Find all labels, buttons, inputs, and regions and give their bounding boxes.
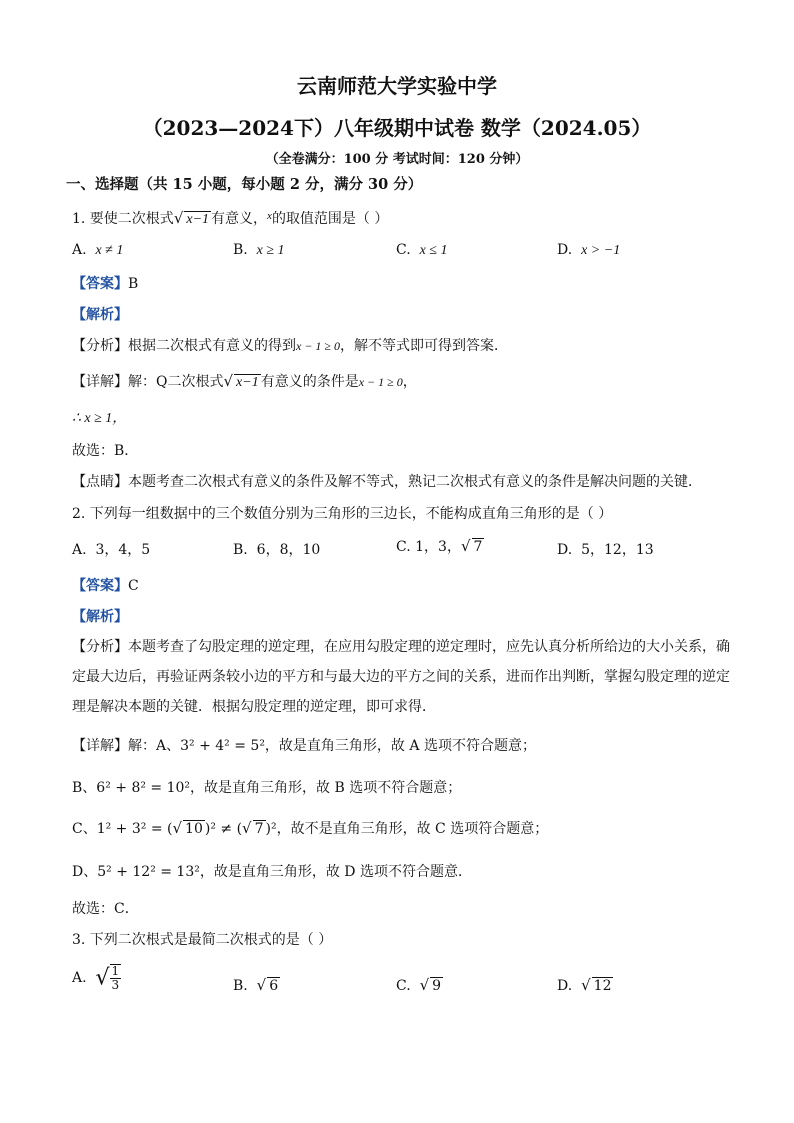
- q1-therefore: ∴ x ≥ 1，: [72, 411, 127, 426]
- xiangjie-radicand: x−1: [236, 375, 259, 390]
- q2-xiangjie-c: [72, 818, 548, 838]
- q2-option-a: [72, 539, 150, 559]
- line-c-radicand-2: 7: [254, 821, 264, 837]
- sqrt-sign: √: [172, 819, 183, 837]
- q3-option-c: [396, 976, 443, 994]
- option-expr: 3，4，5: [95, 542, 151, 558]
- option-label: D.: [557, 242, 573, 258]
- xiangjie-line-a: 解：A、3² + 4² = 5²，故是直角三角形，故 A 选项不符合题意；: [128, 738, 536, 754]
- option-label: B.: [233, 978, 248, 994]
- q1-dianjing: [72, 471, 702, 491]
- option-expr: 1，3，: [415, 539, 461, 555]
- option-label: C.: [396, 242, 411, 258]
- fraction-denominator: 3: [111, 978, 120, 992]
- option-expr: x ≤ 1: [419, 243, 448, 258]
- q1-radicand: x−1: [186, 212, 210, 227]
- q1-stem-a: 1. 要使二次根式: [72, 211, 174, 227]
- q2-stem: 2. 下列每一组数据中的三个数值分别为三角形的三边长，不能构成直角三角形的是（ ）: [72, 506, 613, 522]
- sqrt-sign: √: [242, 819, 252, 837]
- xiangjie-text-c: ，: [402, 374, 417, 390]
- q3-stem: 3. 下列二次根式是最简二次根式的是（ ）: [72, 932, 333, 948]
- xiangjie-tag: 【详解】: [72, 374, 128, 390]
- option-expr: x ≥ 1: [256, 243, 285, 258]
- q2-analysis-tag: [72, 606, 128, 626]
- q3-option-a: [72, 964, 121, 992]
- xiangjie-expr: x − 1 ≥ 0: [358, 375, 403, 389]
- dianjing-text: 本题考查二次根式有意义的条件及解不等式，熟记二次根式有意义的条件是解决问题的关键．: [128, 474, 702, 490]
- q1-stem-c: 的取值范围是（ ）: [271, 211, 389, 227]
- q1-option-a: [72, 242, 123, 259]
- school-title: 云南师范大学实验中学: [297, 74, 497, 98]
- option-label: A.: [72, 242, 87, 258]
- q2-xiangjie-d: D、5² + 12² = 13²，故是直角三角形，故 D 选项不符合题意．: [72, 864, 472, 880]
- fenxi-expr: x − 1 ≥ 0: [296, 339, 341, 353]
- sqrt-sign: √: [460, 537, 471, 555]
- exam-info: （全卷满分：100 分 考试时间：120 分钟）: [265, 152, 529, 167]
- sqrt-sign: √: [95, 965, 110, 991]
- option-radicand: 7: [473, 539, 483, 555]
- q2-option-b: [233, 539, 320, 559]
- sqrt-sign: √: [173, 209, 184, 227]
- fenxi-tag: 【分析】: [72, 639, 128, 655]
- line-c-a: C、1² + 3² = (: [72, 821, 173, 837]
- q2-choose: 故选：C．: [72, 901, 139, 917]
- line-c-b: )² ≠ (: [204, 821, 243, 837]
- sqrt-sign: √: [419, 976, 430, 994]
- line-c-radicand-1: 10: [185, 821, 203, 837]
- q2-fenxi: [72, 632, 732, 722]
- q1-option-c: [396, 242, 447, 259]
- line-c-c: )²，故不是直角三角形，故 C 选项符合题意；: [265, 821, 549, 837]
- option-label: C.: [396, 539, 411, 555]
- option-fraction: [110, 964, 122, 992]
- q1-xiangjie: [72, 371, 417, 391]
- dianjing-tag: 【点睛】: [72, 474, 128, 490]
- q1-stem-b: 有意义，: [211, 211, 268, 227]
- option-expr: 6，8，10: [256, 542, 321, 558]
- exam-title: （2023—2024下）八年级期中试卷 数学（2024.05）: [142, 116, 652, 140]
- option-expr: x > −1: [581, 243, 621, 258]
- q3-option-b: [233, 976, 280, 994]
- q1-stem-x: x: [267, 210, 272, 222]
- answer-tag: 【答案】: [72, 578, 128, 594]
- section-title: 一、选择题（共 15 小题，每小题 2 分，满分 30 分）: [66, 176, 423, 193]
- fenxi-text: 本题考查了勾股定理的逆定理，在应用勾股定理的逆定理时，应先认真分析所给边的大小关系，确定最大边后，再验证两条较小边的平方和与最大边的平方之间的关系，进而作出判断，掌握勾股定理的逆定理是解决本题的关键．根据勾股定理的逆定理，即可求得．: [72, 639, 730, 715]
- option-label: C.: [396, 978, 411, 994]
- option-radicand: 6: [269, 978, 279, 994]
- fenxi-tag: 【分析】: [72, 338, 128, 354]
- option-radicand: 9: [432, 978, 442, 994]
- option-expr: 5，12，13: [581, 542, 654, 558]
- answer-value: C: [128, 578, 139, 594]
- option-label: D.: [557, 542, 573, 558]
- q1-analysis-tag: [72, 304, 128, 324]
- option-label: A.: [72, 970, 87, 986]
- q1-fenxi: [72, 335, 508, 355]
- xiangjie-text: 解：Q二次根式: [128, 374, 224, 390]
- fenxi-text-end: ，解不等式即可得到答案．: [340, 338, 509, 354]
- q2-option-c: [396, 536, 484, 556]
- q2-option-d: [557, 539, 654, 559]
- option-radicand: 12: [593, 978, 612, 994]
- answer-tag: 【答案】: [72, 276, 128, 292]
- xiangjie-tag: 【详解】: [72, 738, 128, 754]
- sqrt-sign: √: [581, 976, 591, 994]
- q3-option-d: [557, 976, 613, 994]
- q1-option-d: [557, 242, 620, 259]
- q2-xiangjie-b: B、6² + 8² = 10²，故是直角三角形，故 B 选项不符合题意；: [72, 780, 462, 796]
- xiangjie-text-b: 有意义的条件是: [260, 374, 359, 390]
- option-label: B.: [233, 242, 248, 258]
- option-label: A.: [72, 542, 87, 558]
- q2-xiangjie-a: [72, 735, 536, 755]
- fenxi-text: 根据二次根式有意义的得到: [128, 338, 296, 354]
- option-expr: x ≠ 1: [95, 243, 124, 258]
- sqrt-sign: √: [223, 372, 234, 390]
- option-label: B.: [233, 542, 248, 558]
- analysis-tag: 【解析】: [72, 609, 128, 625]
- q1-stem: [72, 208, 388, 228]
- analysis-tag: 【解析】: [72, 307, 128, 323]
- q1-choose: 故选：B．: [72, 443, 139, 459]
- answer-value: B: [128, 276, 139, 292]
- q1-answer: [72, 273, 138, 293]
- q1-option-b: [233, 242, 285, 259]
- option-label: D.: [557, 978, 573, 994]
- q2-answer: [72, 575, 139, 595]
- fraction-numerator: 1: [111, 964, 120, 978]
- sqrt-sign: √: [256, 976, 267, 994]
